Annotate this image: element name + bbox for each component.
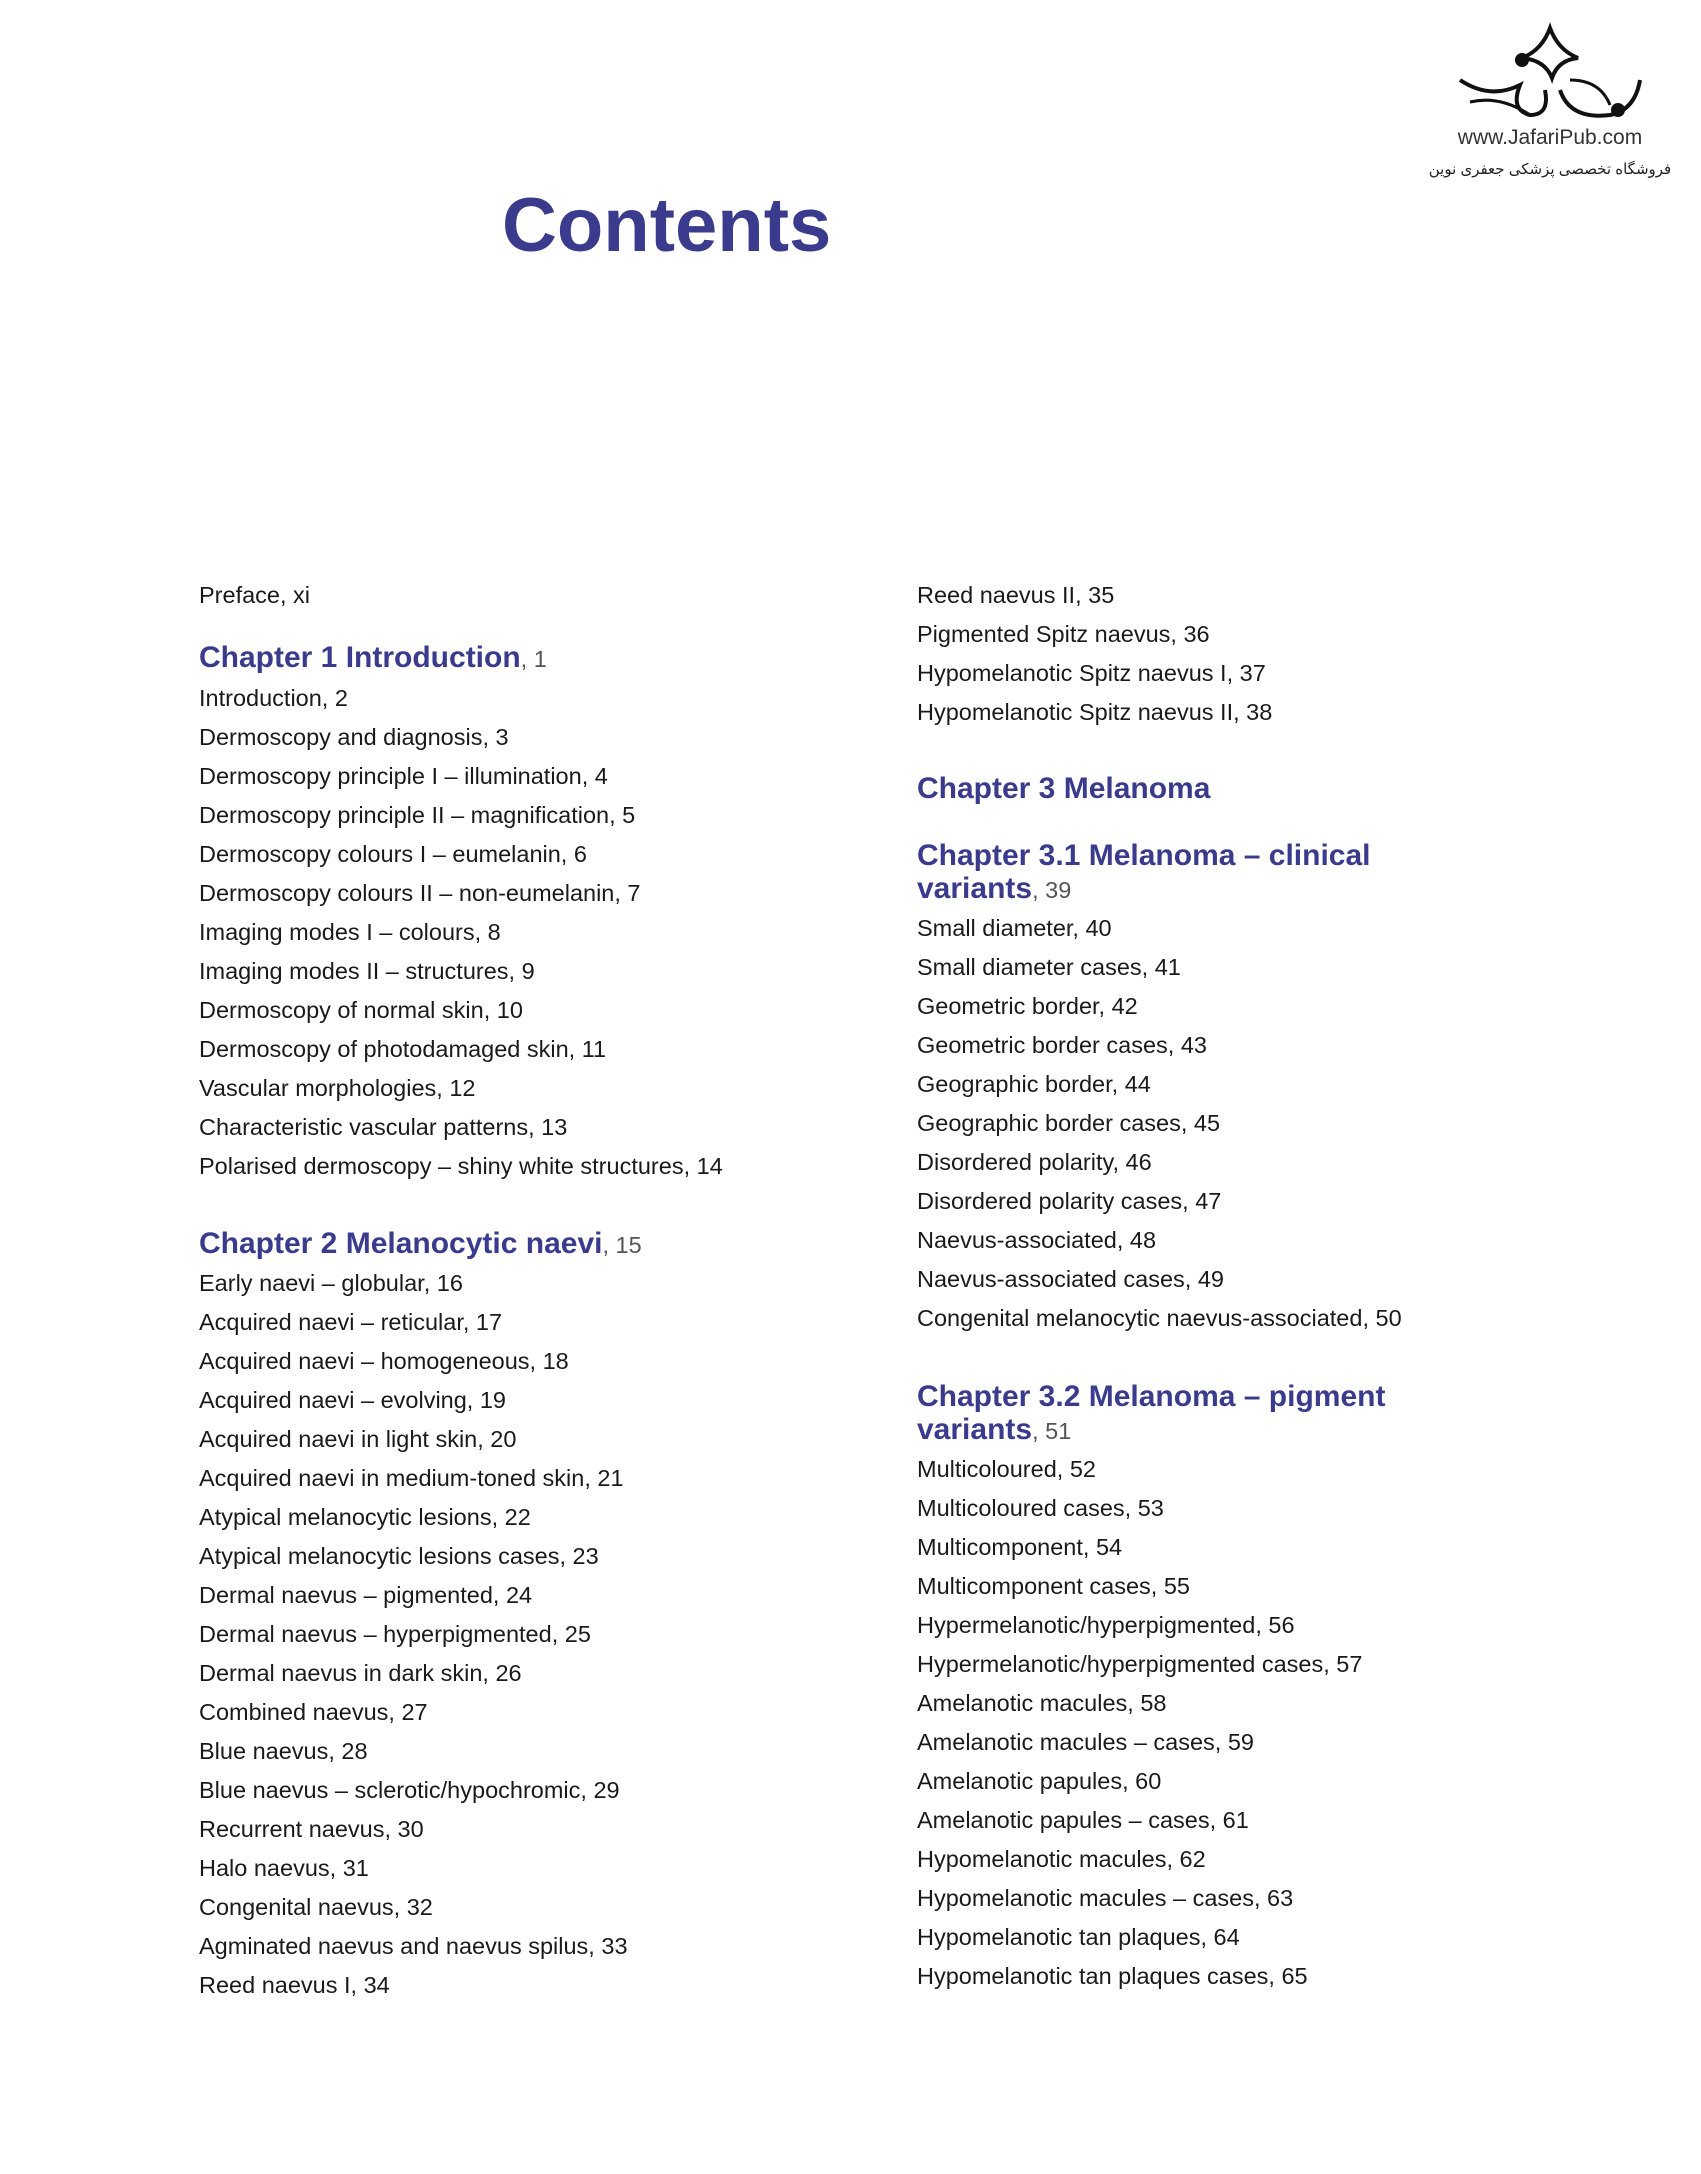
chapter-page: , 1	[520, 646, 547, 672]
toc-entry[interactable]: Multicomponent cases, 55	[917, 1573, 1191, 1599]
chapter-1-heading[interactable]	[199, 641, 547, 676]
toc-entry[interactable]: Hypomelanotic Spitz naevus II, 38	[917, 699, 1273, 725]
toc-entry[interactable]: Imaging modes I – colours, 8	[199, 919, 501, 945]
toc-entry[interactable]: Vascular morphologies, 12	[199, 1075, 476, 1101]
toc-entry[interactable]: Hypomelanotic tan plaques cases, 65	[917, 1963, 1308, 1989]
toc-entry[interactable]: Acquired naevi in medium-toned skin, 21	[199, 1465, 624, 1491]
toc-entry[interactable]: Hypermelanotic/hyperpigmented, 56	[917, 1612, 1295, 1638]
toc-entry[interactable]: Amelanotic papules – cases, 61	[917, 1807, 1249, 1833]
toc-entry[interactable]: Geographic border, 44	[917, 1071, 1151, 1097]
toc-entry[interactable]: Atypical melanocytic lesions, 22	[199, 1504, 531, 1530]
toc-entry[interactable]: Imaging modes II – structures, 9	[199, 958, 535, 984]
toc-entry[interactable]: Congenital melanocytic naevus-associated, 50	[917, 1305, 1402, 1331]
toc-entry[interactable]: Polarised dermoscopy – shiny white structures, 14	[199, 1153, 723, 1179]
toc-entry[interactable]: Amelanotic macules – cases, 59	[917, 1729, 1254, 1755]
preface-entry[interactable]: Preface, xi	[199, 582, 311, 608]
chapter-3-2-heading[interactable]	[917, 1380, 1385, 1448]
toc-entry[interactable]: Dermal naevus – hyperpigmented, 25	[199, 1621, 591, 1647]
chapter-1-list	[199, 679, 723, 1186]
chapter-title: Chapter 2 Melanocytic naevi	[199, 1227, 603, 1260]
toc-entry[interactable]: Geometric border cases, 43	[917, 1032, 1207, 1058]
toc-entry[interactable]: Geometric border, 42	[917, 993, 1138, 1019]
toc-entry[interactable]: Blue naevus – sclerotic/hypochromic, 29	[199, 1777, 620, 1803]
toc-entry[interactable]: Dermoscopy colours I – eumelanin, 6	[199, 841, 587, 867]
toc-entry[interactable]: Hypomelanotic macules – cases, 63	[917, 1885, 1294, 1911]
chapter-title-line1: Chapter 3.2 Melanoma – pigment	[917, 1380, 1386, 1413]
page-title: Contents	[502, 183, 832, 268]
toc-entry[interactable]: Dermal naevus – pigmented, 24	[199, 1582, 533, 1608]
toc-entry[interactable]: Dermoscopy of photodamaged skin, 11	[199, 1036, 607, 1062]
toc-entry[interactable]: Dermoscopy principle II – magnification, 5	[199, 802, 636, 828]
toc-entry[interactable]: Amelanotic macules, 58	[917, 1690, 1167, 1716]
publisher-tagline: فروشگاه تخصصی پزشکی جعفری نوین	[1428, 161, 1672, 178]
toc-entry[interactable]: Reed naevus I, 34	[199, 1972, 390, 1998]
calligraphy-logo-icon	[1450, 20, 1650, 125]
chapter-title-line2: variants	[917, 1413, 1033, 1446]
toc-entry[interactable]: Combined naevus, 27	[199, 1699, 428, 1725]
toc-entry[interactable]: Naevus-associated cases, 49	[917, 1266, 1224, 1292]
toc-entry[interactable]: Multicoloured cases, 53	[917, 1495, 1164, 1521]
toc-entry[interactable]: Recurrent naevus, 30	[199, 1816, 424, 1842]
toc-entry[interactable]: Acquired naevi – evolving, 19	[199, 1387, 507, 1413]
toc-entry[interactable]: Hypomelanotic Spitz naevus I, 37	[917, 660, 1266, 686]
toc-entry[interactable]: Dermoscopy colours II – non-eumelanin, 7	[199, 880, 641, 906]
toc-entry[interactable]: Acquired naevi in light skin, 20	[199, 1426, 517, 1452]
chapter-title-line2: variants	[917, 872, 1033, 905]
toc-entry[interactable]: Introduction, 2	[199, 685, 348, 711]
toc-entry[interactable]: Dermoscopy principle I – illumination, 4	[199, 763, 608, 789]
toc-entry[interactable]: Blue naevus, 28	[199, 1738, 368, 1764]
toc-entry[interactable]: Atypical melanocytic lesions cases, 23	[199, 1543, 599, 1569]
chapter-3-1-list	[917, 909, 1402, 1338]
toc-entry[interactable]: Acquired naevi – homogeneous, 18	[199, 1348, 569, 1374]
toc-entry[interactable]: Dermoscopy of normal skin, 10	[199, 997, 523, 1023]
chapter-page: , 15	[602, 1232, 642, 1258]
toc-entry[interactable]: Characteristic vascular patterns, 13	[199, 1114, 568, 1140]
chapter-2-heading[interactable]	[199, 1227, 642, 1262]
toc-entry[interactable]: Reed naevus II, 35	[917, 582, 1115, 608]
chapter-3-1-heading[interactable]	[917, 839, 1371, 907]
toc-entry[interactable]: Early naevi – globular, 16	[199, 1270, 463, 1296]
publisher-logo	[1400, 20, 1700, 178]
toc-entry[interactable]: Disordered polarity, 46	[917, 1149, 1152, 1175]
toc-entry[interactable]: Dermoscopy and diagnosis, 3	[199, 724, 509, 750]
chapter-3-2-list	[917, 1450, 1362, 1996]
chapter-3-heading[interactable]: Chapter 3 Melanoma	[917, 772, 1211, 805]
toc-entry[interactable]: Acquired naevi – reticular, 17	[199, 1309, 503, 1335]
chapter-2-list-continued	[917, 576, 1272, 732]
toc-entry[interactable]: Halo naevus, 31	[199, 1855, 369, 1881]
toc-entry[interactable]: Agminated naevus and naevus spilus, 33	[199, 1933, 628, 1959]
chapter-2-list	[199, 1264, 628, 2005]
toc-entry[interactable]: Small diameter cases, 41	[917, 954, 1181, 980]
publisher-url[interactable]: www.JafariPub.com	[1457, 126, 1643, 149]
toc-entry[interactable]: Hypomelanotic macules, 62	[917, 1846, 1206, 1872]
toc-entry[interactable]: Small diameter, 40	[917, 915, 1112, 941]
toc-entry[interactable]: Amelanotic papules, 60	[917, 1768, 1162, 1794]
toc-entry[interactable]: Naevus-associated, 48	[917, 1227, 1157, 1253]
toc-entry[interactable]: Pigmented Spitz naevus, 36	[917, 621, 1210, 647]
chapter-page: , 39	[1032, 877, 1072, 903]
toc-entry[interactable]: Disordered polarity cases, 47	[917, 1188, 1222, 1214]
toc-entry[interactable]: Multicomponent, 54	[917, 1534, 1123, 1560]
toc-entry[interactable]: Dermal naevus in dark skin, 26	[199, 1660, 522, 1686]
toc-entry[interactable]: Geographic border cases, 45	[917, 1110, 1221, 1136]
chapter-title-line1: Chapter 3.1 Melanoma – clinical	[917, 839, 1371, 872]
toc-entry[interactable]: Multicoloured, 52	[917, 1456, 1096, 1482]
toc-entry[interactable]: Congenital naevus, 32	[199, 1894, 433, 1920]
chapter-page: , 51	[1032, 1418, 1072, 1444]
toc-entry[interactable]: Hypomelanotic tan plaques, 64	[917, 1924, 1240, 1950]
toc-entry[interactable]: Hypermelanotic/hyperpigmented cases, 57	[917, 1651, 1363, 1677]
chapter-title: Chapter 1 Introduction	[199, 641, 521, 674]
